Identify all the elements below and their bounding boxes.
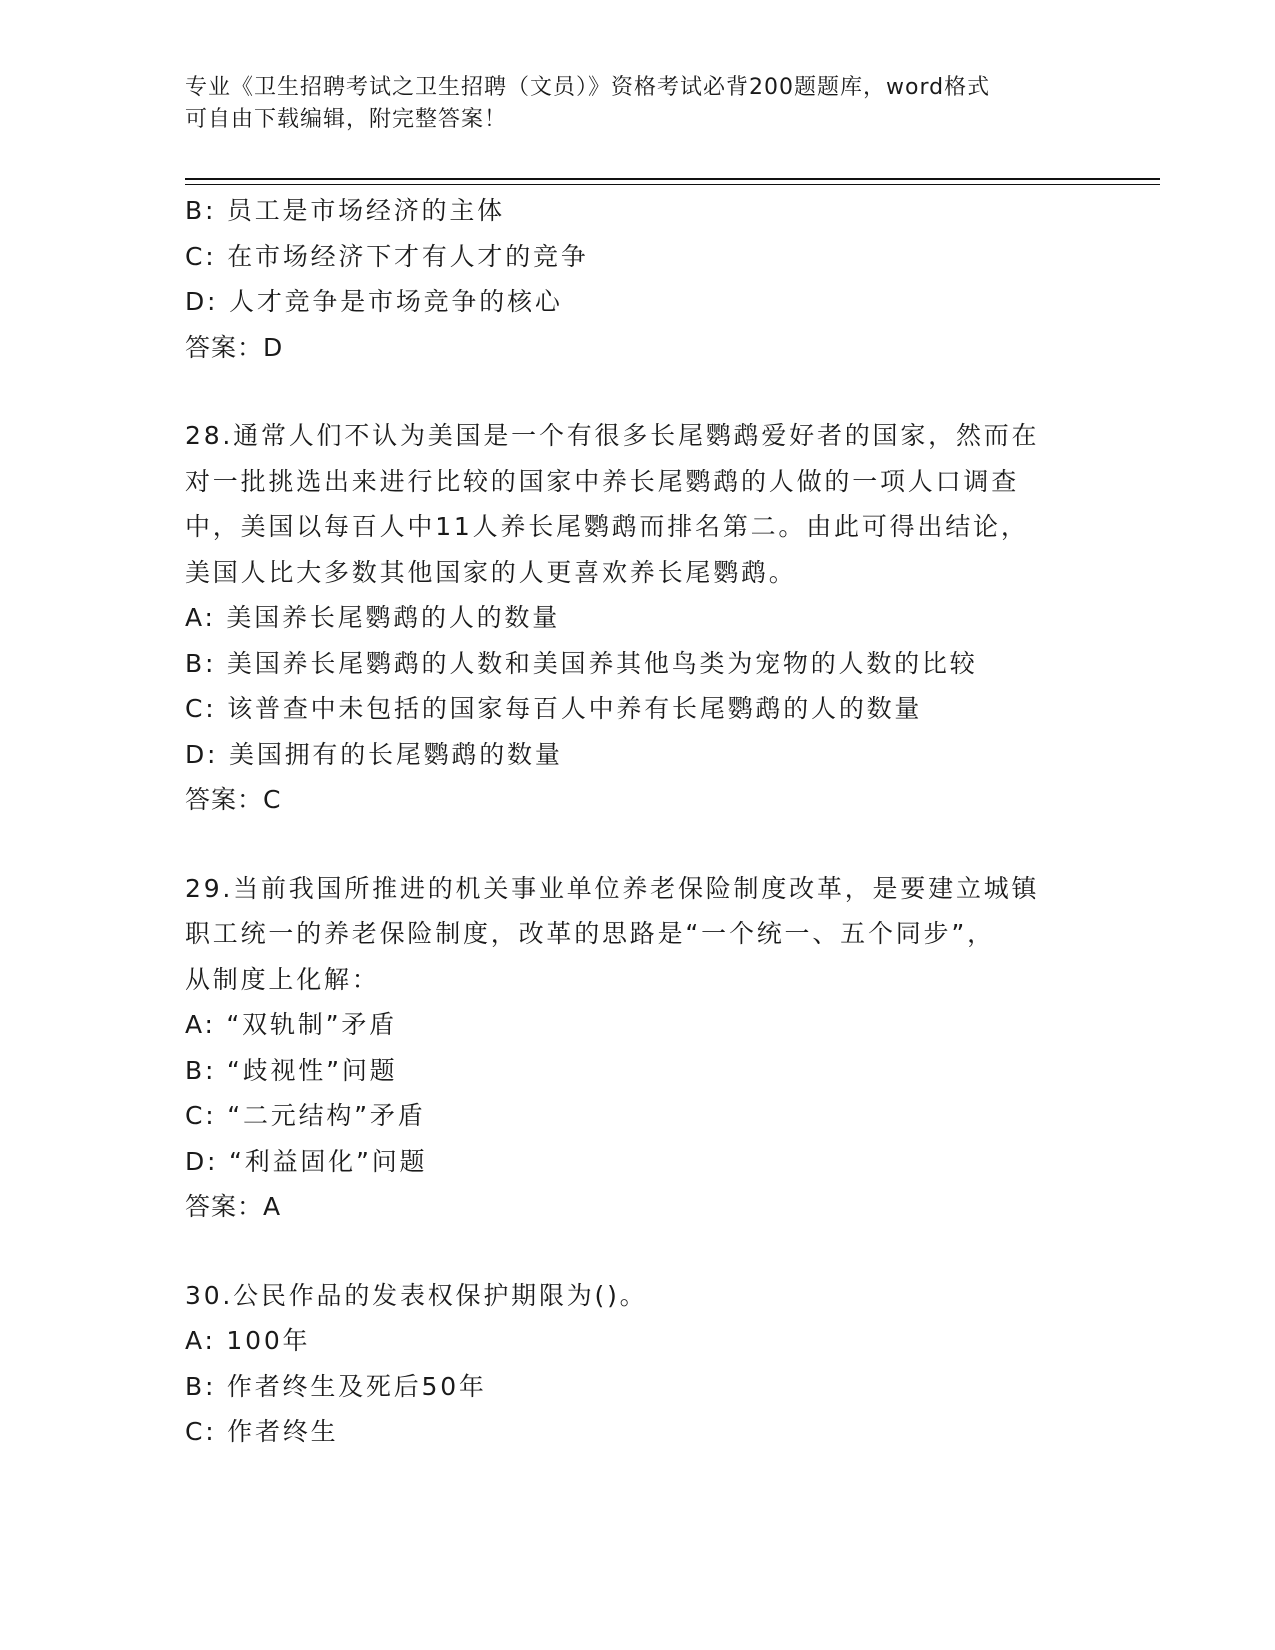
option-c: C: 该普查中未包括的国家每百人中养有长尾鹦鹉的人的数量	[185, 694, 923, 723]
question-stem: 30.公民作品的发表权保护期限为()。	[185, 1280, 648, 1310]
question-stem: 29.当前我国所推进的机关事业单位养老保险制度改革，是要建立城镇	[185, 873, 1040, 903]
option-d: D: “利益固化”问题	[185, 1146, 428, 1176]
option-a: A: 100年	[185, 1326, 311, 1355]
answer-line: 答案：D	[185, 332, 284, 362]
header-rule-thick	[185, 178, 1160, 180]
option-c: C: 作者终生	[185, 1417, 339, 1446]
option-b: B: 美国养长尾鹦鹉的人数和美国养其他鸟类为宠物的人数的比较	[185, 648, 978, 678]
question-30	[185, 1273, 1105, 1455]
question-29	[185, 866, 1105, 1230]
header-line-1: 专业《卫生招聘考试之卫生招聘（文员）》资格考试必背200题题库，word格式	[185, 75, 991, 100]
option-b: B: 员工是市场经济的主体	[185, 196, 505, 225]
option-a: A: 美国养长尾鹦鹉的人的数量	[185, 603, 561, 632]
question-28	[185, 413, 1105, 823]
answer-line: 答案：A	[185, 1192, 282, 1221]
question-stem: 对一批挑选出来进行比较的国家中养长尾鹦鹉的人做的一项人口调查	[185, 466, 1020, 496]
option-c: C: 在市场经济下才有人才的竞争	[185, 241, 589, 271]
header-line-2: 可自由下载编辑，附完整答案！	[185, 107, 508, 132]
question-27	[185, 188, 1105, 370]
spacer	[185, 1230, 1105, 1273]
spacer	[185, 823, 1105, 866]
header-rule-thin	[185, 184, 1160, 185]
question-stem: 从制度上化解：	[185, 964, 380, 994]
option-d: D: 美国拥有的长尾鹦鹉的数量	[185, 739, 563, 769]
question-stem: 28.通常人们不认为美国是一个有很多长尾鹦鹉爱好者的国家，然而在	[185, 421, 1040, 450]
document-header	[185, 72, 1085, 136]
answer-line: 答案：C	[185, 785, 282, 814]
option-d: D: 人才竞争是市场竞争的核心	[185, 287, 563, 316]
spacer	[185, 370, 1105, 413]
option-a: A: “双轨制”矛盾	[185, 1010, 397, 1039]
question-stem: 职工统一的养老保险制度，改革的思路是“一个统一、五个同步”，	[185, 919, 995, 948]
question-stem: 美国人比大多数其他国家的人更喜欢养长尾鹦鹉。	[185, 557, 797, 587]
option-b: B: “歧视性”问题	[185, 1055, 398, 1085]
question-list	[185, 188, 1105, 1455]
option-c: C: “二元结构”矛盾	[185, 1101, 426, 1130]
question-stem: 中，美国以每百人中11人养长尾鹦鹉而排名第二。由此可得出结论，	[185, 512, 1029, 541]
option-b: B: 作者终生及死后50年	[185, 1371, 487, 1401]
